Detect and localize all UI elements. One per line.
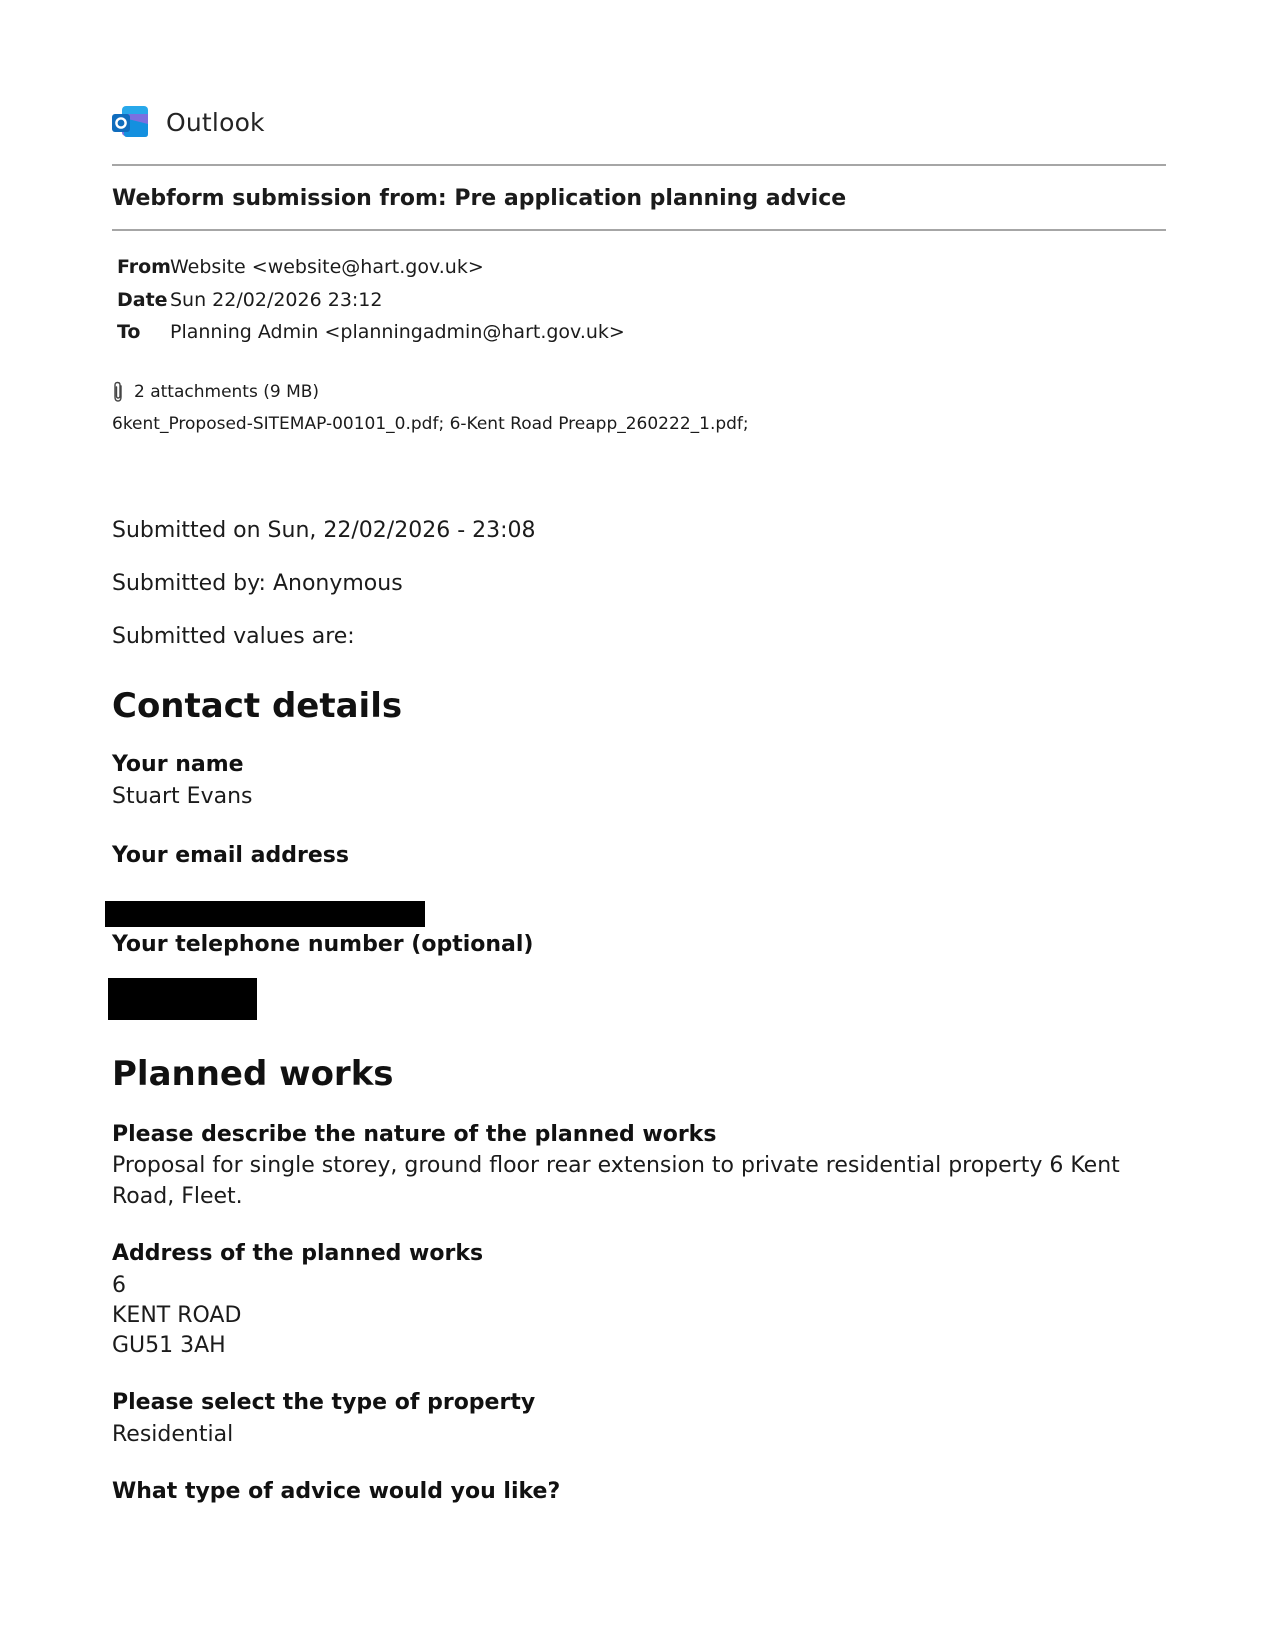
attachments-summary[interactable]: [112, 381, 319, 403]
attachments-files[interactable]: 6kent_Proposed-SITEMAP-00101_0.pdf; 6-Kent Road Preapp_260222_1.pdf;: [112, 414, 749, 434]
to-label: To: [117, 321, 141, 343]
works-heading: Planned works: [112, 1054, 394, 1094]
address-line-1: 6: [112, 1273, 126, 1298]
advice-label: What type of advice would you like?: [112, 1479, 561, 1504]
attachments-count: 2 attachments (9 MB): [134, 382, 320, 402]
name-label: Your name: [112, 752, 244, 777]
address-line-3: GU51 3AH: [112, 1333, 226, 1358]
name-value: Stuart Evans: [112, 784, 253, 809]
phone-label: Your telephone number (optional): [112, 932, 534, 957]
from-row: [117, 251, 625, 284]
divider: [112, 229, 1166, 231]
email-label: Your email address: [112, 843, 349, 868]
contact-heading: Contact details: [112, 686, 403, 726]
to-value[interactable]: Planning Admin <planningadmin@hart.gov.uk>: [170, 321, 625, 343]
submitted-values: Submitted values are:: [112, 624, 355, 649]
app-name: Outlook: [166, 107, 265, 137]
property-label: Please select the type of property: [112, 1390, 536, 1415]
date-row: [117, 284, 625, 317]
date-label: Date: [117, 288, 168, 311]
from-label: From: [117, 256, 171, 278]
email-subject: Webform submission from: Pre application planning advice: [112, 186, 847, 211]
nature-label: Please describe the nature of the planned works: [112, 1122, 717, 1147]
property-value: Residential: [112, 1422, 234, 1447]
date-value: Sun 22/02/2026 23:12: [170, 288, 383, 311]
nature-value: Proposal for single storey, ground floor rear extension to private residential property 6 Kent Road, Fleet.: [112, 1153, 1120, 1209]
paperclip-icon: [112, 381, 124, 403]
to-row: [117, 316, 625, 349]
address-label: Address of the planned works: [112, 1241, 484, 1266]
address-line-2: KENT ROAD: [112, 1303, 242, 1328]
submitted-on: Submitted on Sun, 22/02/2026 - 23:08: [112, 518, 536, 543]
submitted-by: Submitted by: Anonymous: [112, 571, 403, 596]
outlook-logo-icon: [112, 104, 150, 140]
divider: [112, 164, 1166, 166]
app-header: [112, 102, 265, 142]
redaction-box: [108, 978, 257, 1020]
from-value[interactable]: Website <website@hart.gov.uk>: [170, 256, 484, 278]
email-headers: [117, 251, 625, 349]
redaction-box: [105, 901, 425, 927]
